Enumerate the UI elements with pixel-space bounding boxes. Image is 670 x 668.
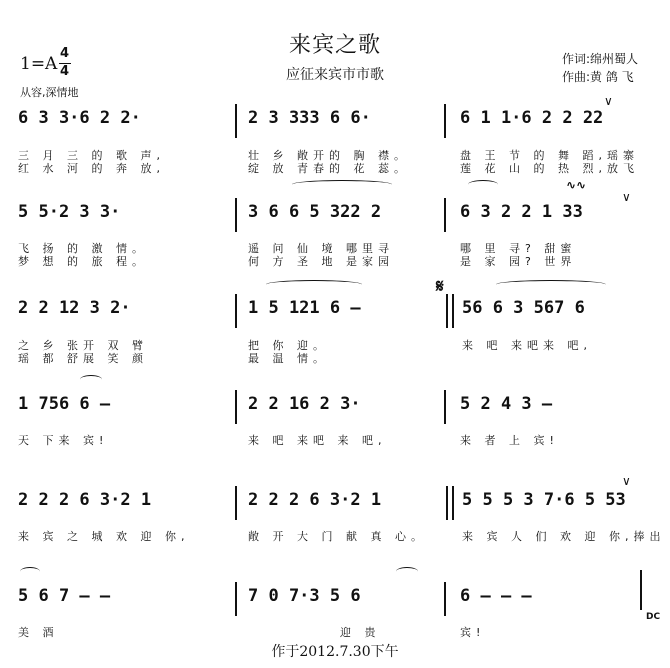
measure-notes: 1 756 6 — xyxy=(18,394,111,414)
lyrics-verse2: 莲 花 山 的 热 烈,放飞 xyxy=(460,162,639,175)
barline xyxy=(444,198,446,232)
key-signature: 1=A xyxy=(20,54,58,74)
lyrics-verse1: 三 月 三 的 歌 声, xyxy=(18,149,165,162)
lyrics-verse1: 壮 乡 敞开的 胸 襟。 xyxy=(248,149,410,162)
lyrics-verse1: 把 你 迎。 xyxy=(248,339,329,352)
lyrics-verse2: 是 家 园? 世界 xyxy=(460,255,577,268)
dc-mark: DC xyxy=(646,612,661,622)
breath-mark-icon: ∨ xyxy=(604,94,613,108)
measure-notes: 1 5 121 6 — xyxy=(248,298,361,318)
lyrics-verse1: 来 宾 之 城 欢 迎 你, xyxy=(18,530,190,543)
slur-icon xyxy=(266,280,362,289)
slur-icon xyxy=(292,180,392,189)
slur-icon xyxy=(80,375,102,384)
measure-notes: 2 3 333 6 6· xyxy=(248,108,371,128)
composition-date: 作于2012.7.30下午 xyxy=(271,644,399,660)
slur-icon xyxy=(496,280,606,289)
measure-notes: 7 0 7·3 5 6 xyxy=(248,586,361,606)
barline xyxy=(235,294,237,328)
measure-notes: 6 1 1·6 2 2 22 xyxy=(460,108,604,128)
lyrics-verse2: 梦 想 的 旅 程。 xyxy=(18,255,148,268)
slur-icon xyxy=(20,567,40,576)
measure-notes: 5 5·2 3 3· xyxy=(18,202,121,222)
lyrics-verse1: 之 乡 张开 双 臂 xyxy=(18,339,148,352)
lyrics-verse1: 天 下来 宾! xyxy=(18,434,109,447)
lyrics-verse1: 盘 王 节 的 舞 蹈,瑶寨 xyxy=(460,149,639,162)
lyrics-verse1: 宾! xyxy=(460,626,486,639)
lyrics-verse1: 来 宾 人 们 欢 迎 你,捧出 xyxy=(462,530,666,543)
lyrics-verse1: 来 吧 来吧来 吧, xyxy=(462,339,592,352)
measure-notes: 2 2 16 2 3· xyxy=(248,394,361,414)
lyrics-verse1: 飞 扬 的 激 情。 xyxy=(18,242,148,255)
measure-notes: 56 6 3 567 6 xyxy=(462,298,585,318)
barline xyxy=(444,582,446,616)
breath-mark-icon: ∨ xyxy=(622,190,631,204)
trill-icon: ∿∿ xyxy=(566,178,587,192)
repeat-barline xyxy=(452,294,454,328)
slur-icon xyxy=(468,180,498,189)
barline xyxy=(235,198,237,232)
breath-mark-icon: ∨ xyxy=(622,474,631,488)
lyrics-verse1: 哪 里 寻? 甜蜜 xyxy=(460,242,577,255)
lyrics-verse2: 瑶 都 舒展 笑 颜 xyxy=(18,352,148,365)
measure-notes: 5 6 7 — — xyxy=(18,586,111,606)
measure-notes: 2 2 2 6 3·2 1 xyxy=(248,490,382,510)
lyrics-verse1: 遥 问 仙 境 哪里寻 xyxy=(248,242,394,255)
lyrics-verse1: 美 酒 xyxy=(18,626,59,639)
measure-notes: 6 3 2 2 1 33 xyxy=(460,202,583,222)
barline xyxy=(235,486,237,520)
lyrics-verse2: 何 方 圣 地 是家园 xyxy=(248,255,394,268)
time-denominator: 4 xyxy=(60,64,70,79)
measure-notes: 5 5 5 3 7·6 5 53 xyxy=(462,490,626,510)
time-numerator: 4 xyxy=(60,46,70,61)
slur-icon xyxy=(396,567,418,576)
segno-icon: 𝄋 xyxy=(436,276,444,297)
measure-notes: 5 2 4 3 — xyxy=(460,394,553,414)
lyrics-verse1: 敞 开 大 门 献 真 心。 xyxy=(248,530,427,543)
barline xyxy=(235,104,237,138)
lyrics-verse1: 来 者 上 宾! xyxy=(460,434,559,447)
barline xyxy=(444,390,446,424)
tempo-marking: 从容,深情地 xyxy=(20,86,79,99)
end-barline xyxy=(640,570,642,610)
measure-notes: 6 3 3·6 2 2· xyxy=(18,108,141,128)
lyrics-verse2: 最 温 情。 xyxy=(248,352,329,365)
measure-notes: 2 2 2 6 3·2 1 xyxy=(18,490,152,510)
barline xyxy=(235,390,237,424)
lyrics-verse1: 迎 贵 xyxy=(340,626,381,639)
barline xyxy=(444,104,446,138)
lyrics-verse2: 红 水 河 的 奔 放, xyxy=(18,162,165,175)
lyrics-verse2: 绽 放 青春的 花 蕊。 xyxy=(248,162,410,175)
song-title: 来宾之歌 xyxy=(288,33,381,58)
lyricist-credit: 作词:绵州蜀人 xyxy=(562,52,639,66)
lyrics-verse1: 来 吧 来吧 来 吧, xyxy=(248,434,387,447)
measure-notes: 6 — — — xyxy=(460,586,532,606)
barline xyxy=(235,582,237,616)
measure-notes: 3 6 6 5 322 2 xyxy=(248,202,382,222)
composer-credit: 作曲:黄 鸽 飞 xyxy=(562,70,634,84)
song-subtitle: 应征来宾市市歌 xyxy=(286,67,384,83)
repeat-barline xyxy=(452,486,454,520)
measure-notes: 2 2 12 3 2· xyxy=(18,298,131,318)
